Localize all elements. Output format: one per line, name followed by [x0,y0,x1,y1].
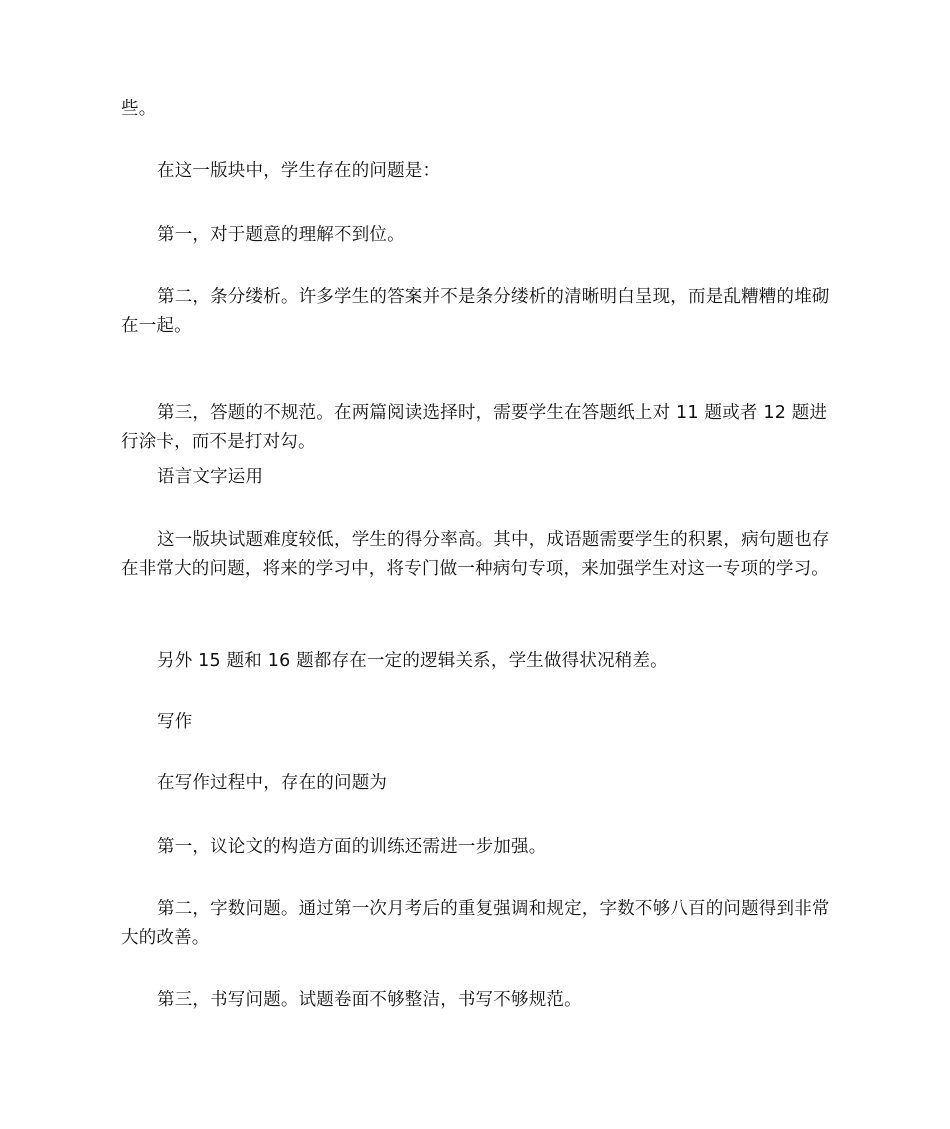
paragraph-reading-issue-2: 第二，条分缕析。许多学生的答案并不是条分缕析的清晰明白呈现，而是乱糟糟的堆砌在一起。 [121,287,830,336]
section-heading-writing: 写作 [157,712,193,732]
paragraph-questions-15-16: 另外 15 题和 16 题都存在一定的逻辑关系，学生做得状况稍差。 [157,651,668,671]
section-heading-language-use: 语言文字运用 [157,467,264,487]
paragraph-writing-issue-1: 第一，议论文的构造方面的训练还需进一步加强。 [157,837,547,857]
paragraph-reading-issue-3: 第三，答题的不规范。在两篇阅读选择时，需要学生在答题纸上对 11 题或者 12 题进行涂卡，而不是打对勾。 [121,403,828,452]
paragraph-reading-issues-intro: 在这一版块中，学生存在的问题是： [157,161,441,181]
paragraph-reading-issue-1: 第一，对于题意的理解不到位。 [157,225,405,245]
paragraph-continuation: 些。 [121,99,157,119]
paragraph-writing-issue-2: 第二，字数问题。通过第一次月考后的重复强调和规定，字数不够八百的问题得到非常大的改善。 [121,899,830,948]
paragraph-writing-issues-intro: 在写作过程中，存在的问题为 [157,773,388,793]
paragraph-language-use: 这一版块试题难度较低，学生的得分率高。其中，成语题需要学生的积累，病句题也存在非常大的问题，将来的学习中，将专门做一种病句专项，来加强学生对这一专项的学习。 [121,530,830,579]
paragraph-writing-issue-3: 第三，书写问题。试题卷面不够整洁，书写不够规范。 [157,990,582,1010]
